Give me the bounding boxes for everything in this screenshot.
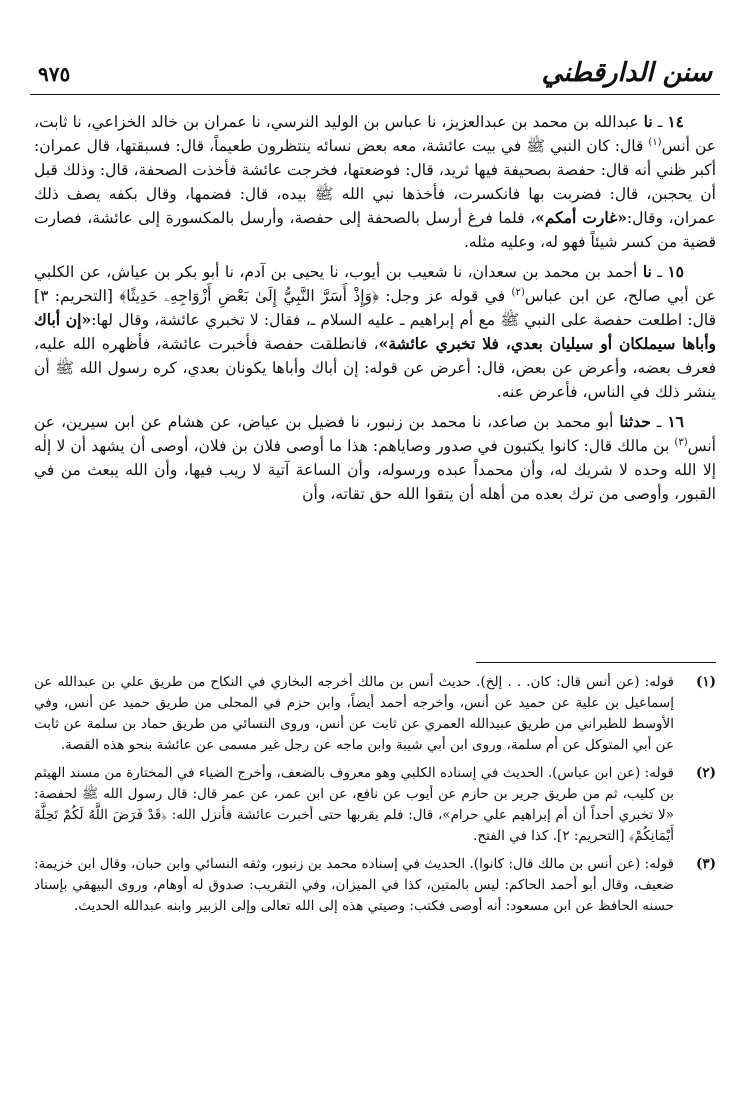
hadith-text: عبدالله بن محمد بن عبدالعزيز، نا عباس بن الوليد النرسي، نا عمران بن خالد الخزاعي، نا ثابت، عن أنس (34, 113, 717, 155)
page-number: ٩٧٥ (38, 62, 71, 86)
footnote-text: قوله: (عن أنس بن مالك قال: كانوا). الحديث في إسناده محمد بن زنبور، وثقه النسائي وابن حبان، وقال ابن خزيمة: ضعيف، وقال أبو أحمد الحاكم: ليس بالمتين، كذا في الميزان، وفي التقريب: صدوق له أوهام، وروى البيهقي بإسناد حسنه الحافظ عن ابن مسعود: أنه أوصى فكتب: وصيتي هذه إلى الله تعالى وإلى الزبير وابنه عبدالله الحديث. (34, 856, 674, 914)
hadith-15 (34, 260, 716, 404)
hadith-text: بن مالك قال: كانوا يكتبون في صدور وصاياهم: هذا ما أوصى فلان بن فلان، أوصى أن يشهد أن لا إلٰه إلا الله وحده لا شريك له، وأن محمداً عبده ورسوله، وأن الساعة آتية لا ريب فيها، وأن الله يبعث من في القبور، وأوصى من ترك بعده من أهله أن يتقوا الله حق تقاته، وأن (34, 437, 716, 503)
footnote-text: قوله: (عن ابن عباس). الحديث في إسناده الكلبي وهو معروف بالضعف، وأخرج الضياء في المختارة من مسند الهيثم بن كليب، ثم من طريق جرير بن حازم عن أيوب عن نافع، عن ابن عمر، عن عمر قال: قال رسول الله ﷺ لحفصة: «لا تخبري أحداً أن أم إبراهيم علي حرام»، قال: فلم يقربها حتى أخبرت عائشة فأنزل الله: ﴿قَدْ فَرَضَ اللَّهُ لَكُمْ تَحِلَّةَ أَيْمَانِكُمْ﴾ [التحريم: ٢]. كذا في الفتح. (34, 765, 674, 844)
prophetic-quote: «إن أباك وأباها سيملكان أو سيليان بعدي، فلا تخبري عائشة» (34, 310, 716, 353)
hadith-number: ١٦ (667, 412, 684, 431)
footnote-number: (١) (695, 674, 716, 690)
footnotes (34, 672, 716, 924)
footnote-1 (34, 672, 716, 756)
narration-lead: نا (642, 262, 652, 281)
running-header (30, 58, 720, 94)
hadith-text: في قوله عز وجل: ﴿وَإِذْ أَسَرَّ النَّبِيُّ إِلَىٰ بَعْضِ أَزْوَاجِهِۦ حَدِيثًا﴾ [التحريم: ٣] قال: اطلعت حفصة على النبي ﷺ مع أم إبراهيم ـ عليه السلام ـ، فقال: لا تخبري عائشة، وقال لها: (34, 287, 716, 329)
hadith-16 (34, 410, 716, 506)
hadith-text: ، فلما فرغ أرسل بالصحفة إلى حفصة، وأرسل بالمكسورة إلى عائشة، فصارت قضية من كسر شيئاً فهو له، وعليه مثله. (34, 209, 716, 251)
hadith-text: قال: كان النبي ﷺ في بيت عائشة، معه بعض نسائه ينتظرون طعيماً، قال: فسبقتها، قال عمران: أكبر ظني أنه قال: حفصة بصحيفة فيها ثريد، قال: فوضعتها، فخرجت عائشة فأخذت الصحفة، قال: وذلك قبل أن يحجبن، قال: فضربت بها فانكسرت، فأخذها نبي الله ﷺ بيده، قال: فضمها، وقال بكفه يصف ذلك عمران، وقال: (34, 137, 716, 227)
hadith-text: أحمد بن محمد بن سعدان، نا شعيب بن أيوب، نا يحيى بن آدم، نا أبو بكر بن عياش، عن الكلبي عن أبي صالح، عن ابن عباس (34, 263, 717, 305)
hadith-number: ١٥ (667, 262, 684, 281)
footnote-number: (٣) (695, 856, 716, 872)
footnote-ref[interactable]: (٢) (511, 286, 525, 298)
hadith-text: ، فانطلقت حفصة فأخبرت عائشة، فأظهره الله عليه، فعرف بعضه، وأعرض عن بعض، قال: أعرض عن قوله: إن أباك وأباها يكونان بعدي، كره رسول الله ﷺ أن ينشر ذلك في الناس، فأعرض عنه. (34, 335, 716, 401)
book-title: سنن الدارقطني (541, 58, 712, 88)
dash: ـ (651, 263, 668, 281)
footnote-2 (34, 763, 716, 847)
footnote-rule (476, 662, 716, 663)
hadith-text: أبو محمد بن صاعد، نا محمد بن زنبور، نا فضيل بن عياض، عن هشام عن ابن سيرين، عن أنس (34, 413, 716, 455)
footnote-text: قوله: (عن أنس قال: كان. . . إلخ). حديث أنس بن مالك أخرجه البخاري في النكاح من طريق علي بن عبدالله عن إسماعيل بن علية عن حميد عن أنس، وأخرجه أحمد أيضاً، وابن حزم في المحلى من طريق حميد عن أنس، وفي الأوسط للطبراني من طريق عبيدالله العمري عن ثابت عن أنس، وروى النسائي من طريق حماد بن سلمة عن ثابت عن أبي المتوكل عن أم سلمة، وروى ابن أبي شيبة وابن ماجه عن رجل غير مسمى عن عائشة بنحو هذه القصة. (34, 674, 674, 753)
narration-lead: حدثنا (619, 412, 651, 431)
dash: ـ (650, 413, 668, 431)
main-text (34, 110, 716, 512)
footnote-3 (34, 854, 716, 917)
narration-lead: نا (643, 112, 653, 131)
hadith-14 (34, 110, 716, 254)
prophetic-quote: «غارت أمكم» (535, 208, 627, 227)
footnote-ref[interactable]: (٣) (674, 436, 688, 448)
footnote-ref[interactable]: (١) (648, 136, 662, 148)
footnote-number: (٢) (695, 765, 716, 781)
dash: ـ (652, 113, 668, 131)
header-rule (30, 94, 720, 95)
hadith-number: ١٤ (667, 112, 684, 131)
